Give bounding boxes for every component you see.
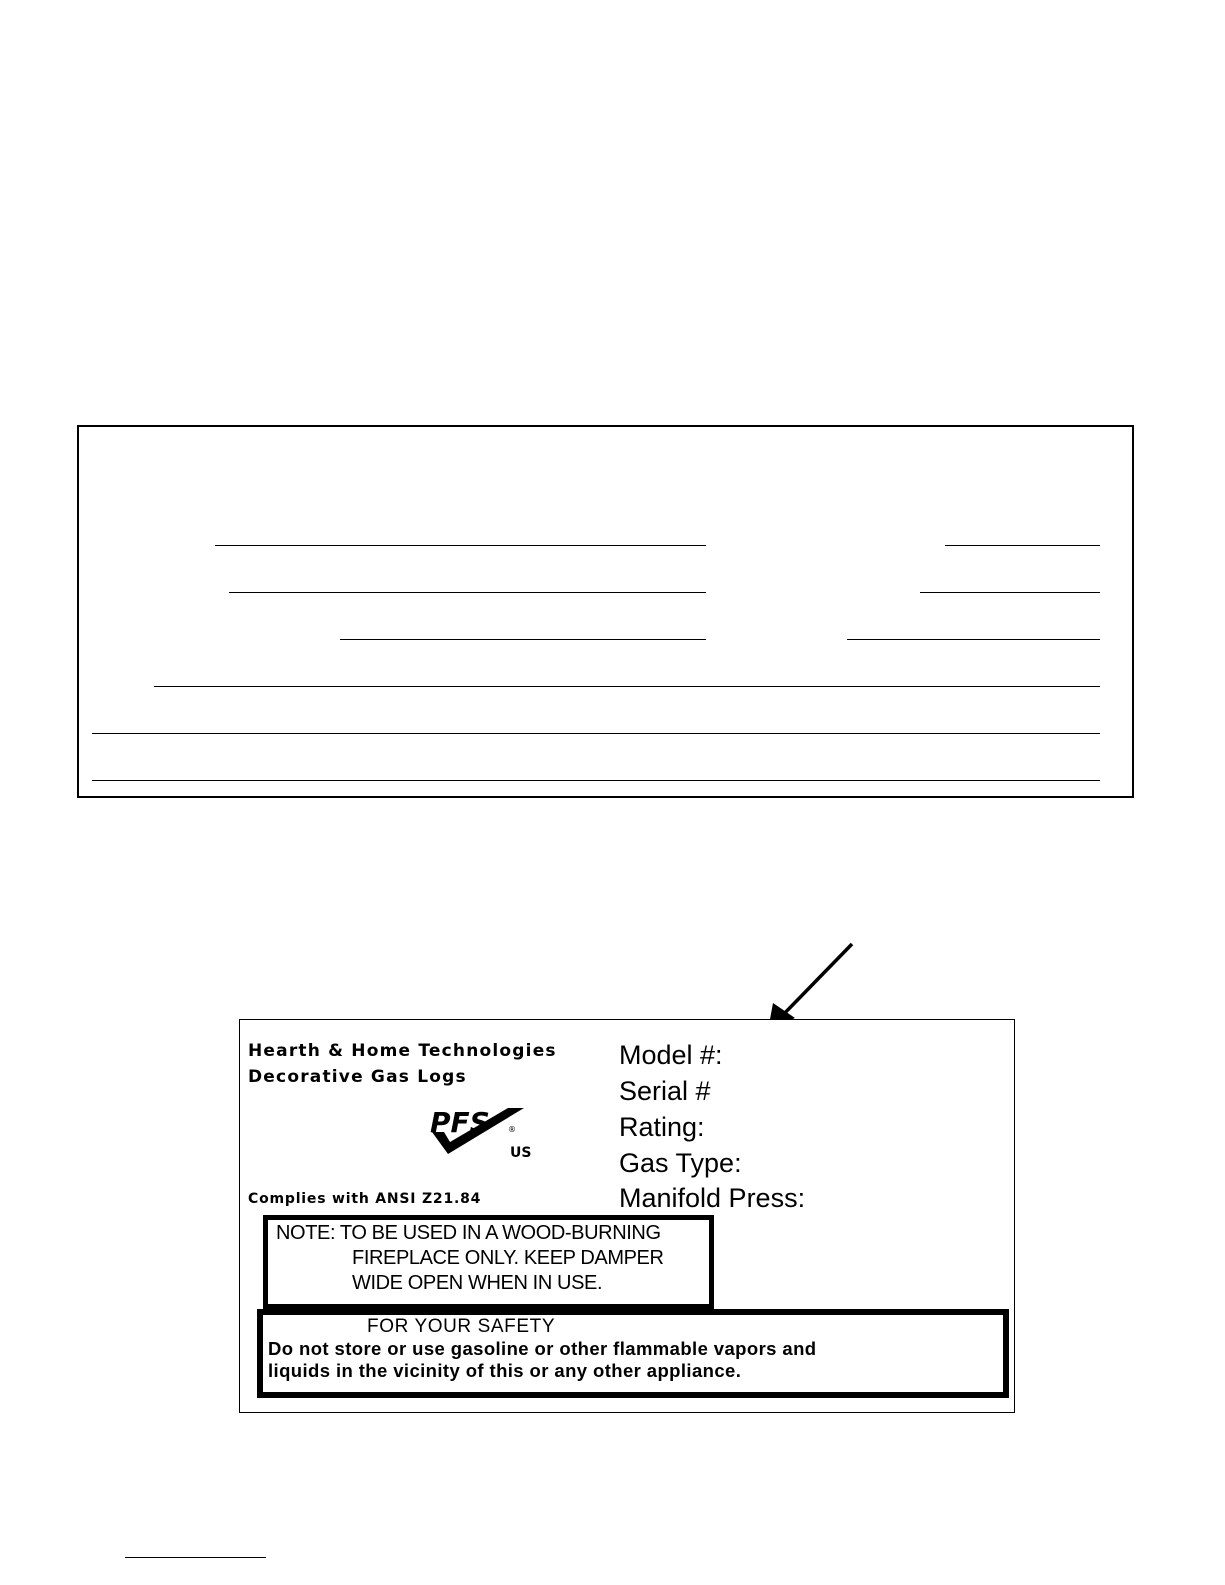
pfs-logo-mark: PFS [430, 1106, 490, 1139]
blank-line [92, 780, 1100, 781]
model-number-label: Model #: [619, 1040, 723, 1070]
record-form-box [77, 425, 1134, 798]
safety-text: liquids in the vicinity of this or any other appliance. [268, 1360, 742, 1381]
arrow-icon [768, 944, 852, 1030]
ansi-compliance: Complies with ANSI Z21.84 [248, 1191, 482, 1207]
note-line: WIDE OPEN WHEN IN USE. [352, 1272, 603, 1294]
safety-text: Do not store or use gasoline or other flammable vapors and [268, 1338, 817, 1359]
pfs-logo-country: US [510, 1145, 532, 1161]
blank-line [340, 639, 706, 640]
blank-line [92, 733, 1100, 734]
rating-plate [239, 1019, 1015, 1413]
note-line: NOTE: TO BE USED IN A WOOD-BURNING [276, 1222, 661, 1244]
rating-label: Rating: [619, 1112, 705, 1142]
safety-warning [257, 1309, 1009, 1398]
blank-line [229, 592, 706, 593]
blank-line [920, 592, 1100, 593]
blank-line [847, 639, 1100, 640]
blank-line [945, 545, 1100, 546]
product-name: Decorative Gas Logs [248, 1067, 467, 1087]
blank-line [154, 686, 1100, 687]
manufacturer-name: Hearth & Home Technologies [248, 1041, 557, 1061]
pfs-certification-logo [426, 1102, 536, 1164]
manifold-pressure-label: Manifold Press: [619, 1183, 806, 1213]
serial-number-label: Serial # [619, 1076, 711, 1106]
registered-mark: ® [508, 1125, 516, 1134]
gas-type-label: Gas Type: [619, 1148, 742, 1178]
safety-heading: FOR YOUR SAFETY [367, 1316, 556, 1337]
footer-rule [125, 1557, 266, 1558]
wood-burning-note [263, 1215, 714, 1309]
blank-line [215, 545, 706, 546]
note-line: FIREPLACE ONLY. KEEP DAMPER [352, 1247, 664, 1269]
